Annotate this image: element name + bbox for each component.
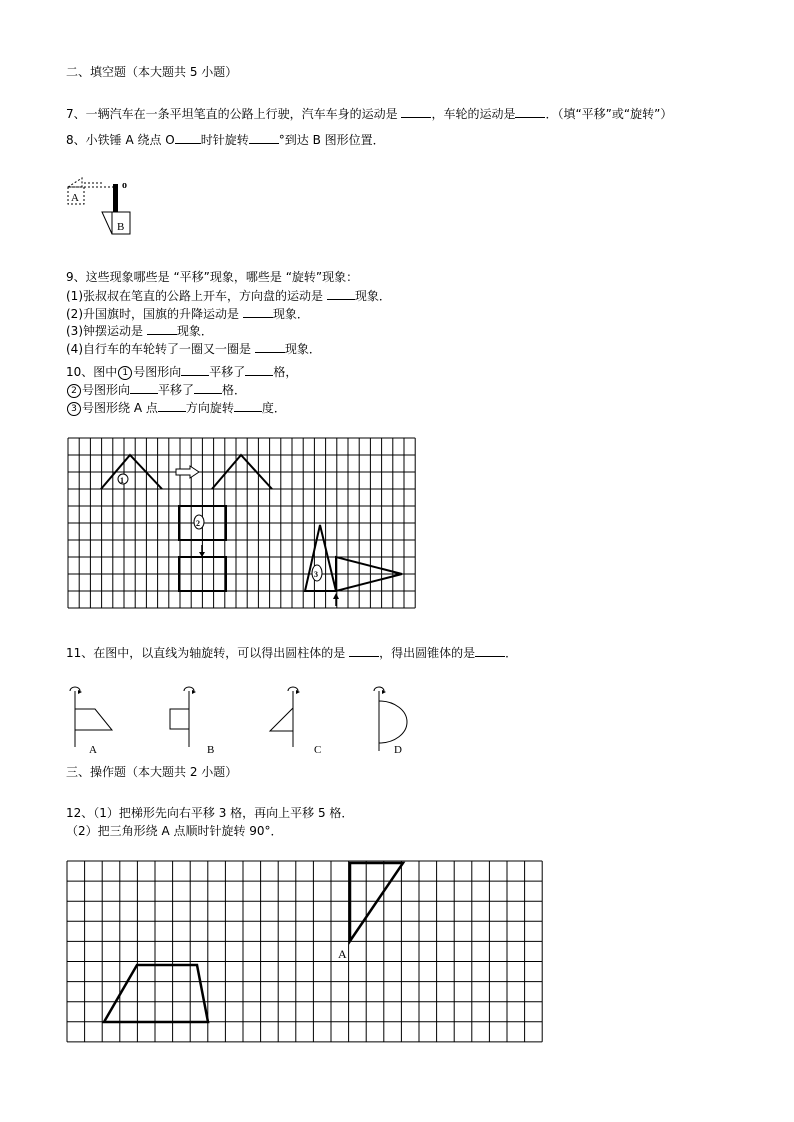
q11-option-c xyxy=(270,687,321,756)
q11-option-d xyxy=(374,687,407,756)
q10-grid-lines xyxy=(68,438,415,608)
q9-item-2 xyxy=(66,305,309,322)
q9-item-1 xyxy=(66,287,391,304)
q7-blank-1[interactable] xyxy=(401,105,431,118)
q10-point-a-arrowhead xyxy=(333,593,339,599)
q10-line-2-mid2: 平移了 xyxy=(158,383,195,397)
q10-line-1-mid2: 平移了 xyxy=(209,365,246,379)
q9-blank-3[interactable] xyxy=(147,322,177,335)
q8-label-a: A xyxy=(71,192,79,204)
q10-line-1-prefix: 10、图中 xyxy=(66,365,118,379)
q11-blank-1[interactable] xyxy=(349,644,379,657)
q11-label-a: A xyxy=(89,744,97,756)
q9-blank-4[interactable] xyxy=(255,340,285,353)
q10-blank-3[interactable] xyxy=(130,381,158,394)
q8-handle xyxy=(113,184,118,212)
q10-circled-2: 2 xyxy=(67,384,81,398)
q9-item-1-text: (1)张叔叔在笔直的公路上开车，方向盘的运动是 xyxy=(66,289,327,303)
q10-line-3 xyxy=(66,399,286,416)
q9-item-4-text: (4)自行车的车轮转了一圈又一圈是 xyxy=(66,342,255,356)
q8-blank-1[interactable] xyxy=(175,131,201,144)
q9-item-2-text: (2)升国旗时，国旗的升降运动是 xyxy=(66,307,243,321)
q7-prefix: 7、一辆汽车在一条平坦笔直的公路上行驶，汽车车身的运动是 xyxy=(66,107,402,121)
q8-label-b: B xyxy=(117,221,125,233)
q10-blank-2[interactable] xyxy=(245,363,273,376)
question-8 xyxy=(66,131,385,148)
q10-line-2-suffix: 格． xyxy=(222,383,247,397)
q8-label-o: o xyxy=(122,180,127,191)
q11-shape-b xyxy=(170,709,189,729)
q8-hammer-figure xyxy=(62,172,142,242)
q11-option-b xyxy=(170,687,214,756)
section-3-title: 三、操作题（本大题共 2 小题） xyxy=(66,765,238,779)
q10-blank-4[interactable] xyxy=(194,381,222,394)
q12-line-2: （2）把三角形绕 A 点顺时针旋转 90°． xyxy=(66,824,283,838)
q10-blank-1[interactable] xyxy=(181,363,209,376)
q11-shape-a xyxy=(75,709,112,730)
q11-label-c: C xyxy=(314,744,322,756)
q12-grid-lines xyxy=(67,861,542,1042)
q10-label-1: 1 xyxy=(120,476,124,485)
q11-shape-c xyxy=(270,708,293,731)
q10-line-1-suffix: 格， xyxy=(273,365,298,379)
q7-blank-2[interactable] xyxy=(515,105,545,118)
q10-shape-3 xyxy=(305,525,336,591)
q8-blank-2[interactable] xyxy=(249,131,279,144)
question-7 xyxy=(66,105,672,122)
q12-line-1: 12、（1）把梯形先向右平移 3 格，再向上平移 5 格． xyxy=(66,806,354,820)
q11-mid: ，得出圆锥体的是 xyxy=(379,646,476,660)
q7-suffix: ．（填“平移”或“旋转”） xyxy=(545,107,673,121)
q10-arrow-right-icon xyxy=(176,466,199,478)
q8-a-triangle-dashed xyxy=(68,178,82,187)
q9-item-2-suffix: 现象． xyxy=(272,307,309,321)
q10-line-3-mid1: 号图形绕 A 点 xyxy=(82,401,158,415)
q9-intro: 9、这些现象哪些是 “平移”现象，哪些是 “旋转”现象： xyxy=(66,270,359,284)
q10-circled-3: 3 xyxy=(67,402,81,416)
q10-line-3-suffix: 度． xyxy=(261,401,286,415)
q12-grid-figure xyxy=(67,861,547,1045)
q11-figures xyxy=(60,683,420,759)
q10-label-2: 2 xyxy=(196,519,200,528)
q9-blank-1[interactable] xyxy=(327,287,355,300)
q10-line-2-mid1: 号图形向 xyxy=(82,383,131,397)
q12-triangle xyxy=(350,863,403,941)
q11-prefix: 11、在图中，以直线为轴旋转，可以得出圆柱体的是 xyxy=(66,646,350,660)
q9-item-4-suffix: 现象． xyxy=(284,342,321,356)
q8-mid: 时针旋转 xyxy=(200,133,249,147)
q10-blank-6[interactable] xyxy=(234,399,262,412)
q11-blank-2[interactable] xyxy=(475,644,505,657)
q11-option-a xyxy=(70,687,112,756)
q10-circled-1: 1 xyxy=(118,366,132,380)
q11-shape-d xyxy=(379,701,407,743)
q10-grid-figure xyxy=(68,438,416,610)
q9-item-3-suffix: 现象． xyxy=(176,324,213,338)
q10-blank-5[interactable] xyxy=(158,399,186,412)
q10-line-3-mid2: 方向旋转 xyxy=(185,401,234,415)
q11-label-b: B xyxy=(207,744,215,756)
section-2-title: 二、填空题（本大题共 5 小题） xyxy=(66,65,238,79)
q9-blank-2[interactable] xyxy=(243,305,273,318)
q12-point-a-label: A xyxy=(338,947,347,961)
q7-mid: ，车轮的运动是 xyxy=(431,107,516,121)
q10-line-2 xyxy=(66,381,246,398)
q11-suffix: ． xyxy=(505,646,518,660)
q8-prefix: 8、小铁锤 A 绕点 O xyxy=(66,133,175,147)
q10-label-3: 3 xyxy=(314,570,318,579)
q10-line-1-mid1: 号图形向 xyxy=(133,365,182,379)
q8-suffix: °到达 B 图形位置． xyxy=(278,133,385,147)
q9-item-3-text: (3)钟摆运动是 xyxy=(66,324,147,338)
q8-b-triangle xyxy=(102,212,112,234)
q10-line-1 xyxy=(66,363,297,380)
q9-item-3 xyxy=(66,322,213,339)
q9-item-4 xyxy=(66,340,321,357)
question-11 xyxy=(66,644,517,661)
q9-item-1-suffix: 现象． xyxy=(354,289,391,303)
q11-label-d: D xyxy=(394,744,402,756)
